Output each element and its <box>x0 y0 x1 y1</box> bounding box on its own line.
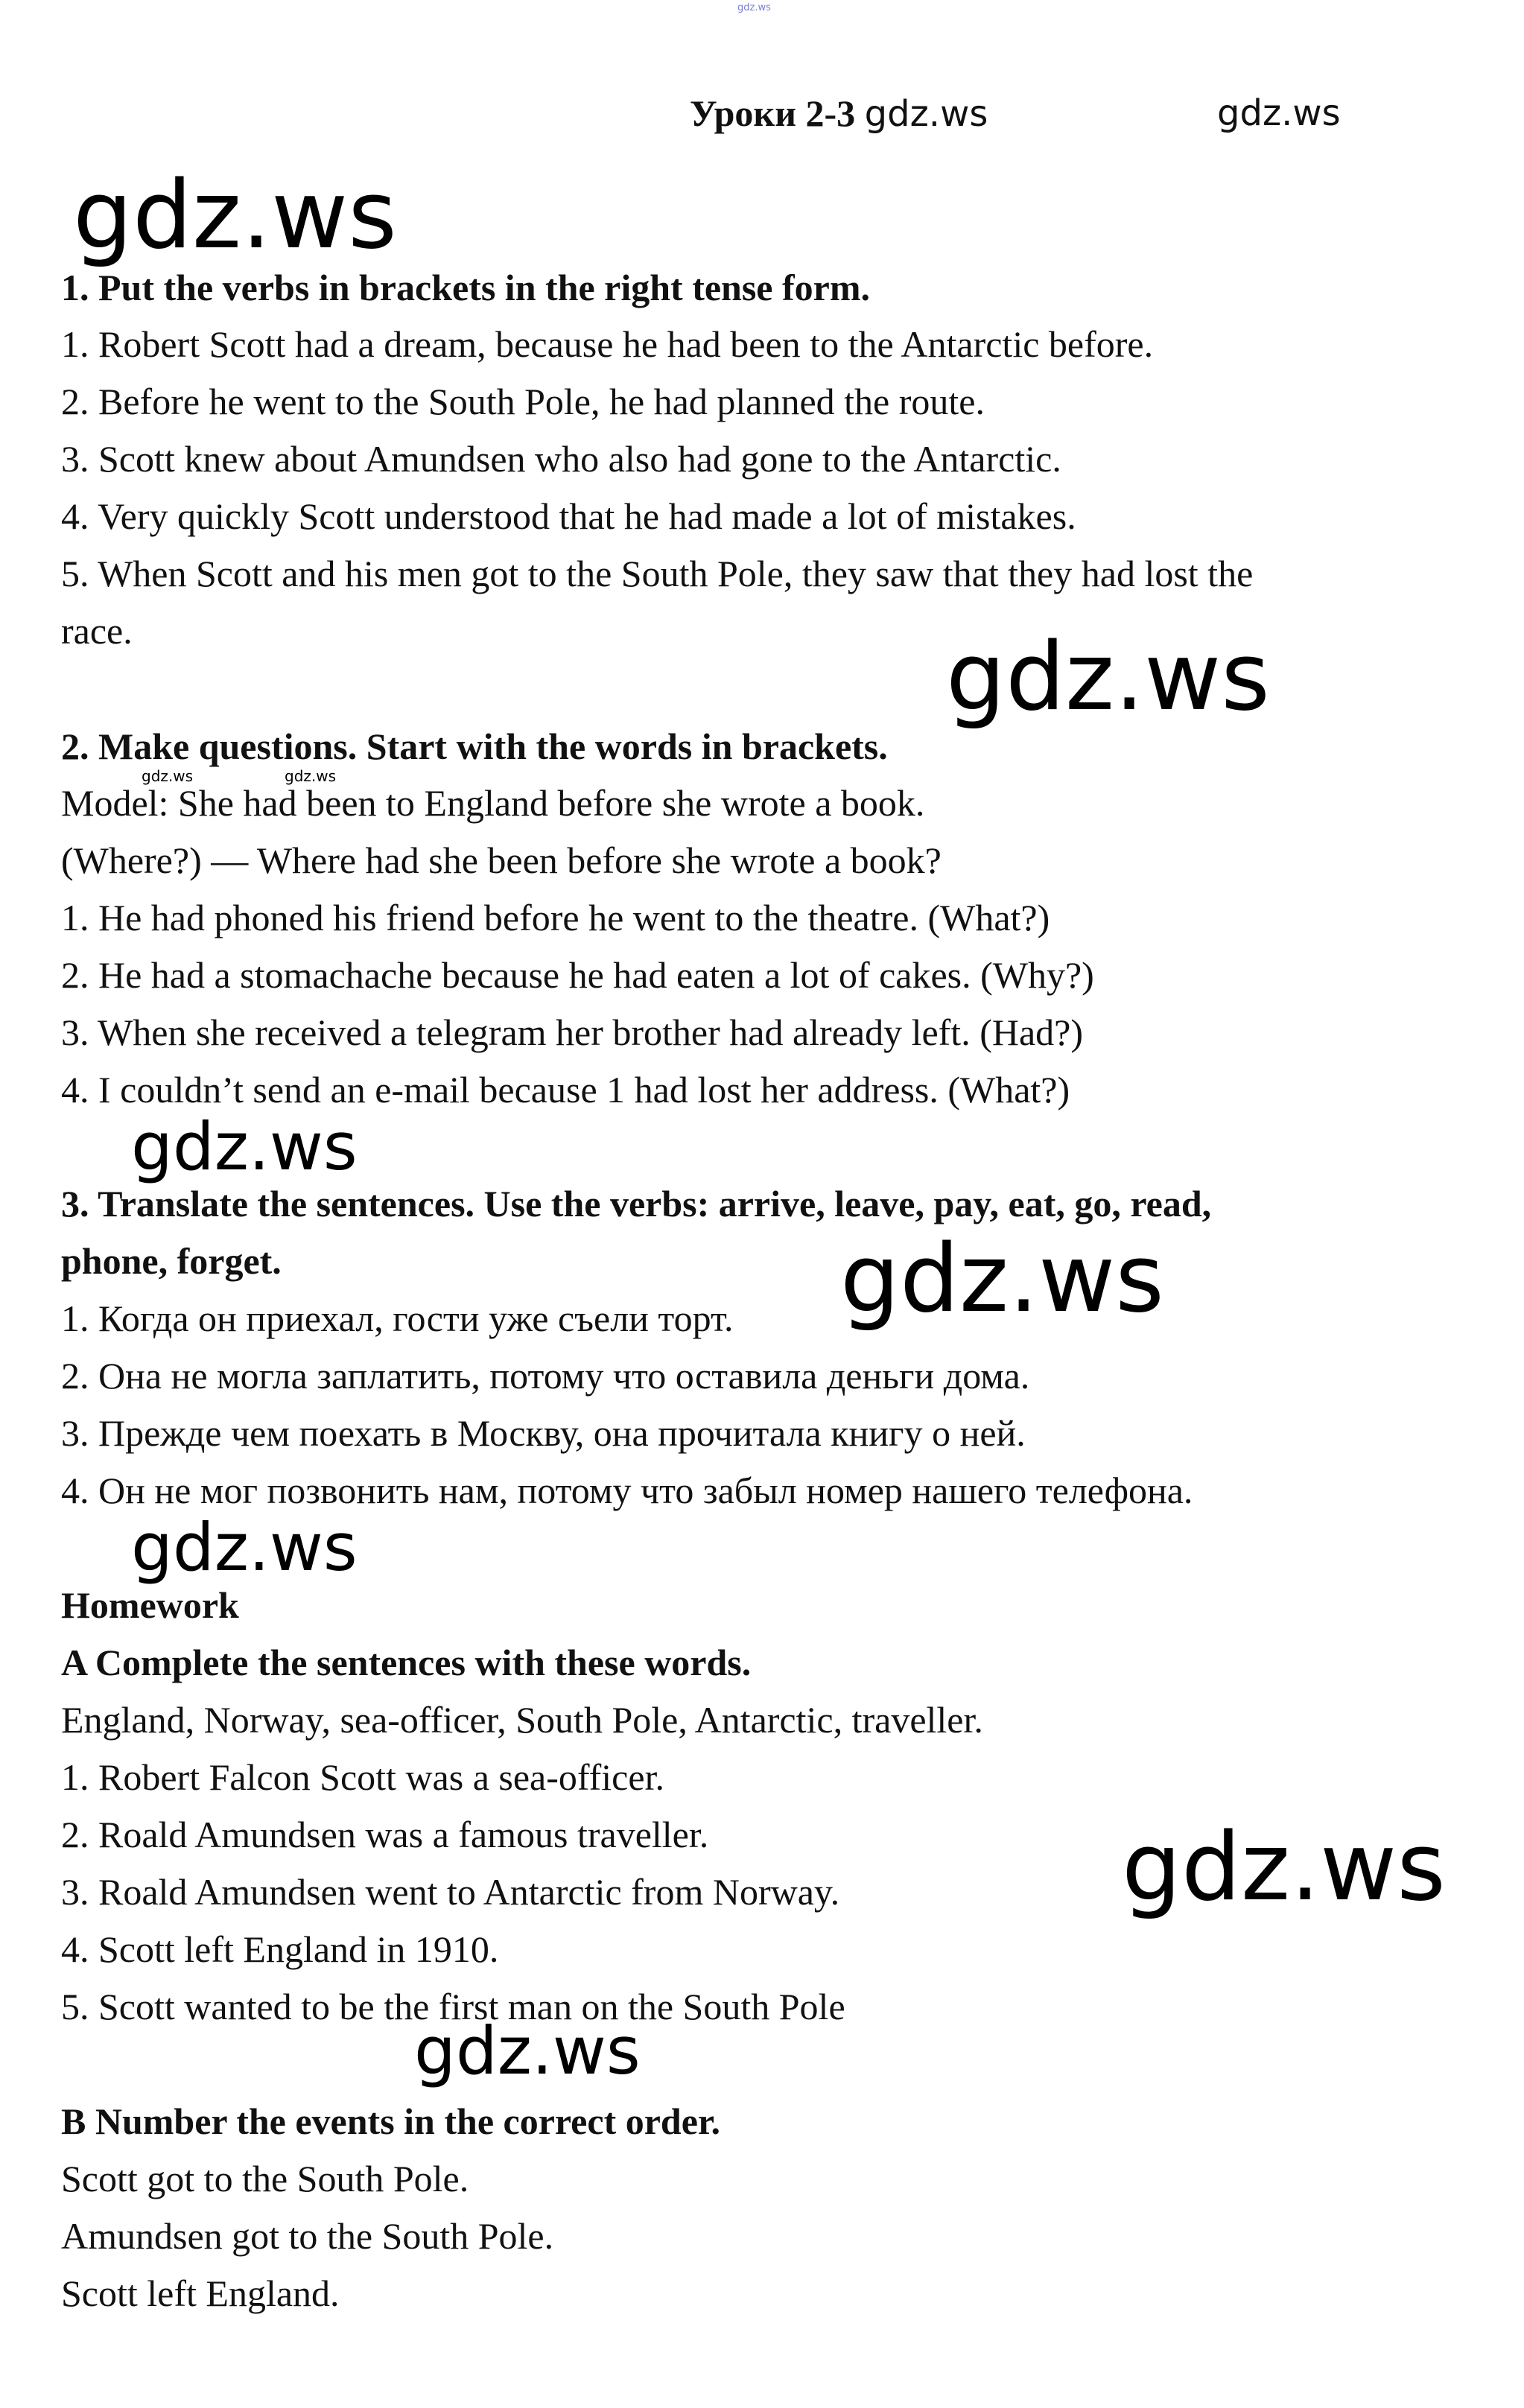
watermark: gdz.ws <box>840 1224 1164 1333</box>
exercise-3-item: 2. Она не могла заплатить, потому что оставила деньги дома. <box>61 1355 1030 1397</box>
title-site: gdz.ws <box>864 93 988 135</box>
exercise-2-item: 4. I couldn’t send an e-mail because 1 had lost her address. (What?) <box>61 1069 1070 1111</box>
exercise-3-item: 3. Прежде чем поехать в Москву, она прочитала книгу о ней. <box>61 1412 1026 1454</box>
exercise-1-item: 1. Robert Scott had a dream, because he had been to the Antarctic before. <box>61 323 1154 365</box>
homework-b-item: Amundsen got to the South Pole. <box>61 2215 554 2257</box>
exercise-3-heading-cont: phone, forget. <box>61 1240 282 1282</box>
homework-a-words: England, Norway, sea-officer, South Pole, Antarctic, traveller. <box>61 1699 983 1741</box>
homework-a-item: 4. Scott left England in 1910. <box>61 1928 499 1970</box>
exercise-3-item: 4. Он не мог позвонить нам, потому что забыл номер нашего телефона. <box>61 1470 1193 1511</box>
exercise-1-item-continued: race. <box>61 610 133 652</box>
homework-b-item: Scott got to the South Pole. <box>61 2158 469 2199</box>
exercise-2-heading: 2. Make questions. Start with the words in brackets. <box>61 725 888 767</box>
header-site: gdz.ws <box>1217 92 1341 134</box>
homework-heading: Homework <box>61 1584 239 1626</box>
homework-a-item: 2. Roald Amundsen was a famous traveller. <box>61 1814 709 1855</box>
watermark: gdz.ws <box>73 160 397 270</box>
lesson-title: Уроки 2-3 <box>690 92 856 134</box>
exercise-2-item: 3. When she received a telegram her brother had already left. (Had?) <box>61 1011 1083 1053</box>
watermark: gdz.ws <box>414 2013 641 2089</box>
exercise-2-item: 2. He had a stomachache because he had eaten a lot of cakes. (Why?) <box>61 954 1094 996</box>
homework-b-item: Scott left England. <box>61 2272 340 2314</box>
exercise-2-model: Model: She had been to England before she wrote a book. <box>61 782 925 824</box>
watermark: gdz.ws <box>946 622 1270 731</box>
exercise-1-item: 4. Very quickly Scott understood that he had made a lot of mistakes. <box>61 495 1076 537</box>
exercise-1-heading: 1. Put the verbs in brackets in the right tense form. <box>61 267 870 308</box>
watermark-top: gdz.ws <box>737 2 771 13</box>
homework-a-item: 5. Scott wanted to be the first man on the South Pole <box>61 1986 845 2027</box>
homework-a-heading: A Complete the sentences with these words. <box>61 1642 752 1683</box>
homework-a-item: 1. Robert Falcon Scott was a sea-officer. <box>61 1756 664 1798</box>
watermark: gdz.ws <box>285 767 337 785</box>
watermark: gdz.ws <box>131 1108 358 1185</box>
watermark: gdz.ws <box>1122 1812 1446 1922</box>
watermark: gdz.ws <box>131 1509 358 1586</box>
exercise-2-item: 1. He had phoned his friend before he went to the theatre. (What?) <box>61 897 1050 938</box>
homework-a-item: 3. Roald Amundsen went to Antarctic from Norway. <box>61 1871 840 1913</box>
homework-b-heading: B Number the events in the correct order. <box>61 2100 721 2142</box>
page-title <box>690 91 988 136</box>
watermark: gdz.ws <box>142 767 194 785</box>
exercise-3-item: 1. Когда он приехал, гости уже съели торт. <box>61 1297 734 1339</box>
exercise-2-model-answer: (Where?) — Where had she been before she wrote a book? <box>61 839 942 881</box>
exercise-1-item: 5. When Scott and his men got to the South Pole, they saw that they had lost the <box>61 553 1254 594</box>
exercise-1-item: 2. Before he went to the South Pole, he had planned the route. <box>61 381 985 422</box>
exercise-3-heading: 3. Translate the sentences. Use the verbs: arrive, leave, pay, eat, go, read, <box>61 1183 1212 1224</box>
exercise-1-item: 3. Scott knew about Amundsen who also had gone to the Antarctic. <box>61 438 1061 480</box>
